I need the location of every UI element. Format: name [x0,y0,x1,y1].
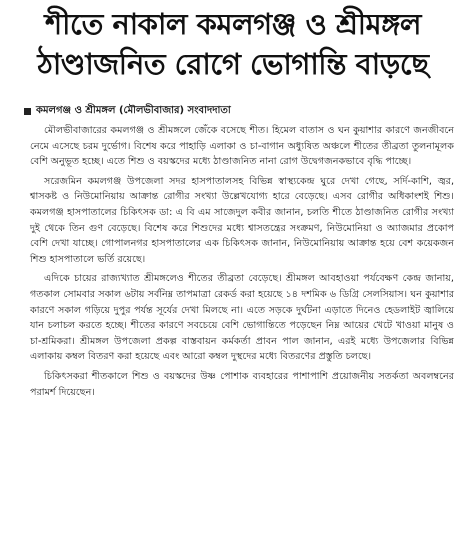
byline-text: কমলগঞ্জ ও শ্রীমঙ্গল (মৌলভীবাজার) সংবাদদাতা [36,105,231,116]
paragraph-1: মৌলভীবাজারের কমলগঞ্জ ও শ্রীমঙ্গলে জেঁকে বসেছে শীত। হিমেল বাতাস ও ঘন কুয়াশার কারণে জনজীবনে নেমে এসেছে চরম দুর্ভোগ। বিশেষ করে পাহাড়ি এলাকা ও চা-বাগান অধ্যুষিত অঞ্চলে শীতের তীব্রতা তুলনামূলক বেশি অনুভূত হচ্ছে। এতে শিশু ও বয়স্কদের মধ্যে ঠাণ্ডাজনিত নানা রোগ উদ্বেগজনকভাবে বৃদ্ধি পাচ্ছে। [30,125,454,168]
article-body [30,123,454,400]
paragraph-2: সরেজমিন কমলগঞ্জ উপজেলা সদর হাসপাতালসহ বিভিন্ন স্বাস্থ্যকেন্দ্র ঘুরে দেখা গেছে, সর্দি-কাশি, জ্বর, শ্বাসকষ্ট ও নিউমোনিয়ায় আক্রান্ত রোগীর সংখ্যা উল্লেখযোগ্য হারে বেড়েছে। এসব রোগীর অধিকাংশই শিশু। কমলগঞ্জ হাসপাতালের চিকিৎসক ডা: এ বি এম সাজেদুল কবীর জানান, চলতি শীতে ঠাণ্ডাজনিত রোগীর সংখ্যা দুই থেকে তিন গুণ বেড়েছে। বিশেষ করে শিশুদের মধ্যে শ্বাসতন্ত্রের সংক্রমণ, নিউমোনিয়া ও অ্যাজমার প্রকোপ বেশি দেখা যাচ্ছে। গোপালনগর হাসপাতালের এক চিকিৎসক জানান, নিউমোনিয়ায় আক্রান্ত হয়ে বেশ কয়েকজন শিশু হাসপাতালে ভর্তি রয়েছে। [30,175,454,265]
headline-line-2: ঠাণ্ডাজনিত রোগে ভোগান্তি বাড়ছে [37,47,429,81]
headline [6,4,460,84]
paragraph-3: এদিকে চায়ের রাজ্যখ্যাত শ্রীমঙ্গলেও শীতের তীব্রতা বেড়েছে। শ্রীমঙ্গল আবহাওয়া পর্যবেক্ষণ কেন্দ্র জানায়, গতকাল সোমবার সকাল ৬টায় সর্বনিম্ন তাপমাত্রা রেকর্ড করা হয়েছে ১৪ দশমিক ৬ ডিগ্রি সেলসিয়াস। ঘন কুয়াশার কারণে সকাল গড়িয়ে দুপুর পর্যন্ত সূর্যের দেখা মিলছে না। এতে সড়কে দুর্ঘটনা এড়াতে দিনেও হেডলাইট জ্বালিয়ে যান চলাচল করতে হচ্ছে। শীতের কারণে সবচেয়ে বেশি ভোগান্তিতে পড়েছেন নিম্ন আয়ের খেটে খাওয়া মানুষ ও চা-শ্রমিকরা। শ্রীমঙ্গল উপজেলা প্রকল্প বাস্তবায়ন কর্মকর্তা প্রাবন পাল জানান, এরই মধ্যে উপজেলার বিভিন্ন এলাকায় কম্বল বিতরণ করা হয়েছে এবং আরো কম্বল দুস্থদের মধ্যে বিতরণের প্রস্তুতি চলছে। [30,273,454,363]
byline [24,104,454,118]
headline-line-1: শীতে নাকাল কমলগঞ্জ ও শ্রীমঙ্গল [44,7,422,41]
paragraph-4: চিকিৎসকরা শীতকালে শিশু ও বয়স্কদের উষ্ণ পোশাক ব্যবহারের পাশাপাশি প্রয়োজনীয় সতর্কতা অবলম্বনের পরামর্শ দিয়েছেন। [30,370,454,398]
square-bullet-icon [24,108,31,115]
